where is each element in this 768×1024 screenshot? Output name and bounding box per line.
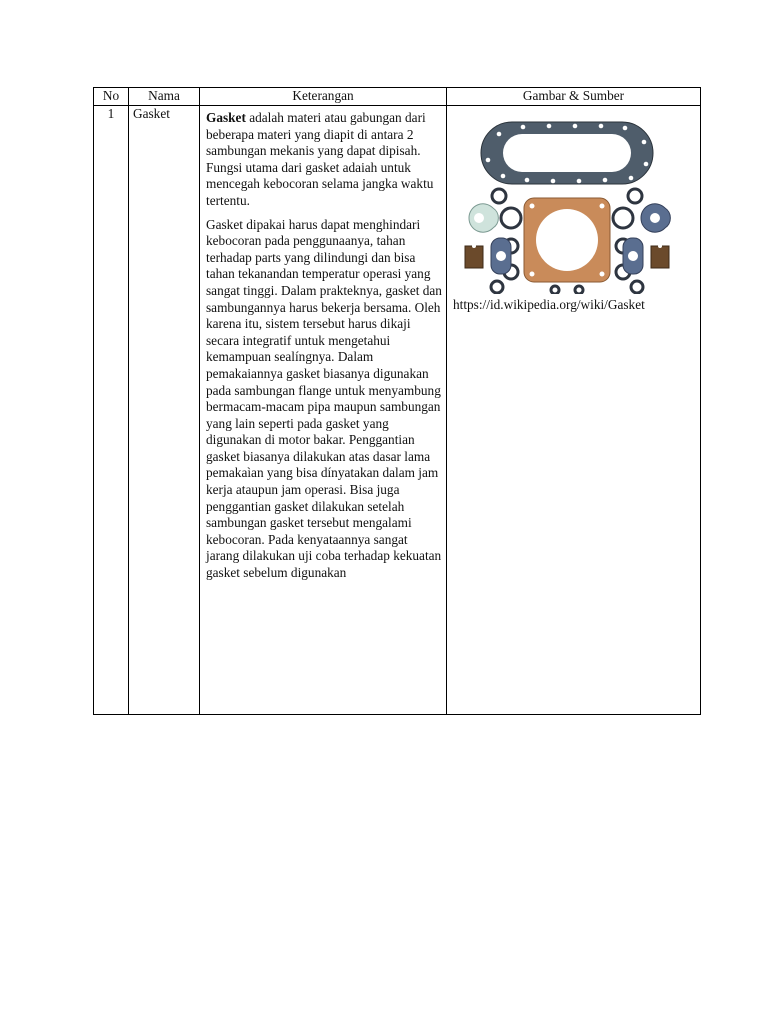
header-row — [94, 88, 701, 106]
header-no: No — [94, 88, 129, 106]
row-nama: Gasket — [129, 106, 200, 715]
gasket-set-photo-icon — [461, 112, 673, 294]
detail-paragraph: Gasket dipakai harus dapat menghindari kebocoran pada penggunaanya, tahan terhadap parts yang dilindungi dan bisa tahan tekanandan temperatur operasi yang sangat tinggi. Dalam prakteknya, gasket dan sambungannya harus bekerja bersama. Oleh karena itu, sistem tersebut harus dikaji secara integratif untuk mengetahui kemampuan sealíngnya. Dalam pemakaiannya gasket biasanya digunakan pada sambungan flange untuk menyambung bermacam-macam pipa maupun sambungan yang lain seperti pada gasket yang digunakan di motor bakar. Penggantian gasket biasanya dilakukan atas dasar lama pemakaìan yang bisa dínyatakan dalam jam kerja ataupun jam operasi. Bisa juga penggantian gasket dilakukan setelah sambungan gasket tersebut mengalami kebocoran. Pada kenyataannya sangat jarang dilakukan uji coba terhadap kekuatan gasket sebelum digunakan — [206, 216, 442, 581]
row-keterangan — [200, 106, 447, 715]
source-link[interactable]: https://id.wikipedia.org/wiki/Gasket — [453, 297, 645, 312]
row-no: 1 — [94, 106, 129, 715]
row-gambar-sumber — [447, 106, 701, 715]
definition-text: adalah materi atau gabungan dari beberapa materi yang diapit di antara 2 sambungan mekanis yang dapat dipisah. Fungsi utama dari gasket adaiah untuk mencegah kebocoran selama jangka waktu tertentu. — [206, 110, 434, 208]
header-keterangan: Keterangan — [200, 88, 447, 106]
term-bold: Gasket — [206, 110, 246, 125]
header-gambar-sumber: Gambar & Sumber — [447, 88, 701, 106]
header-nama: Nama — [129, 88, 200, 106]
table-row — [94, 106, 701, 715]
gasket-table — [93, 87, 701, 715]
definition-paragraph — [206, 110, 442, 210]
